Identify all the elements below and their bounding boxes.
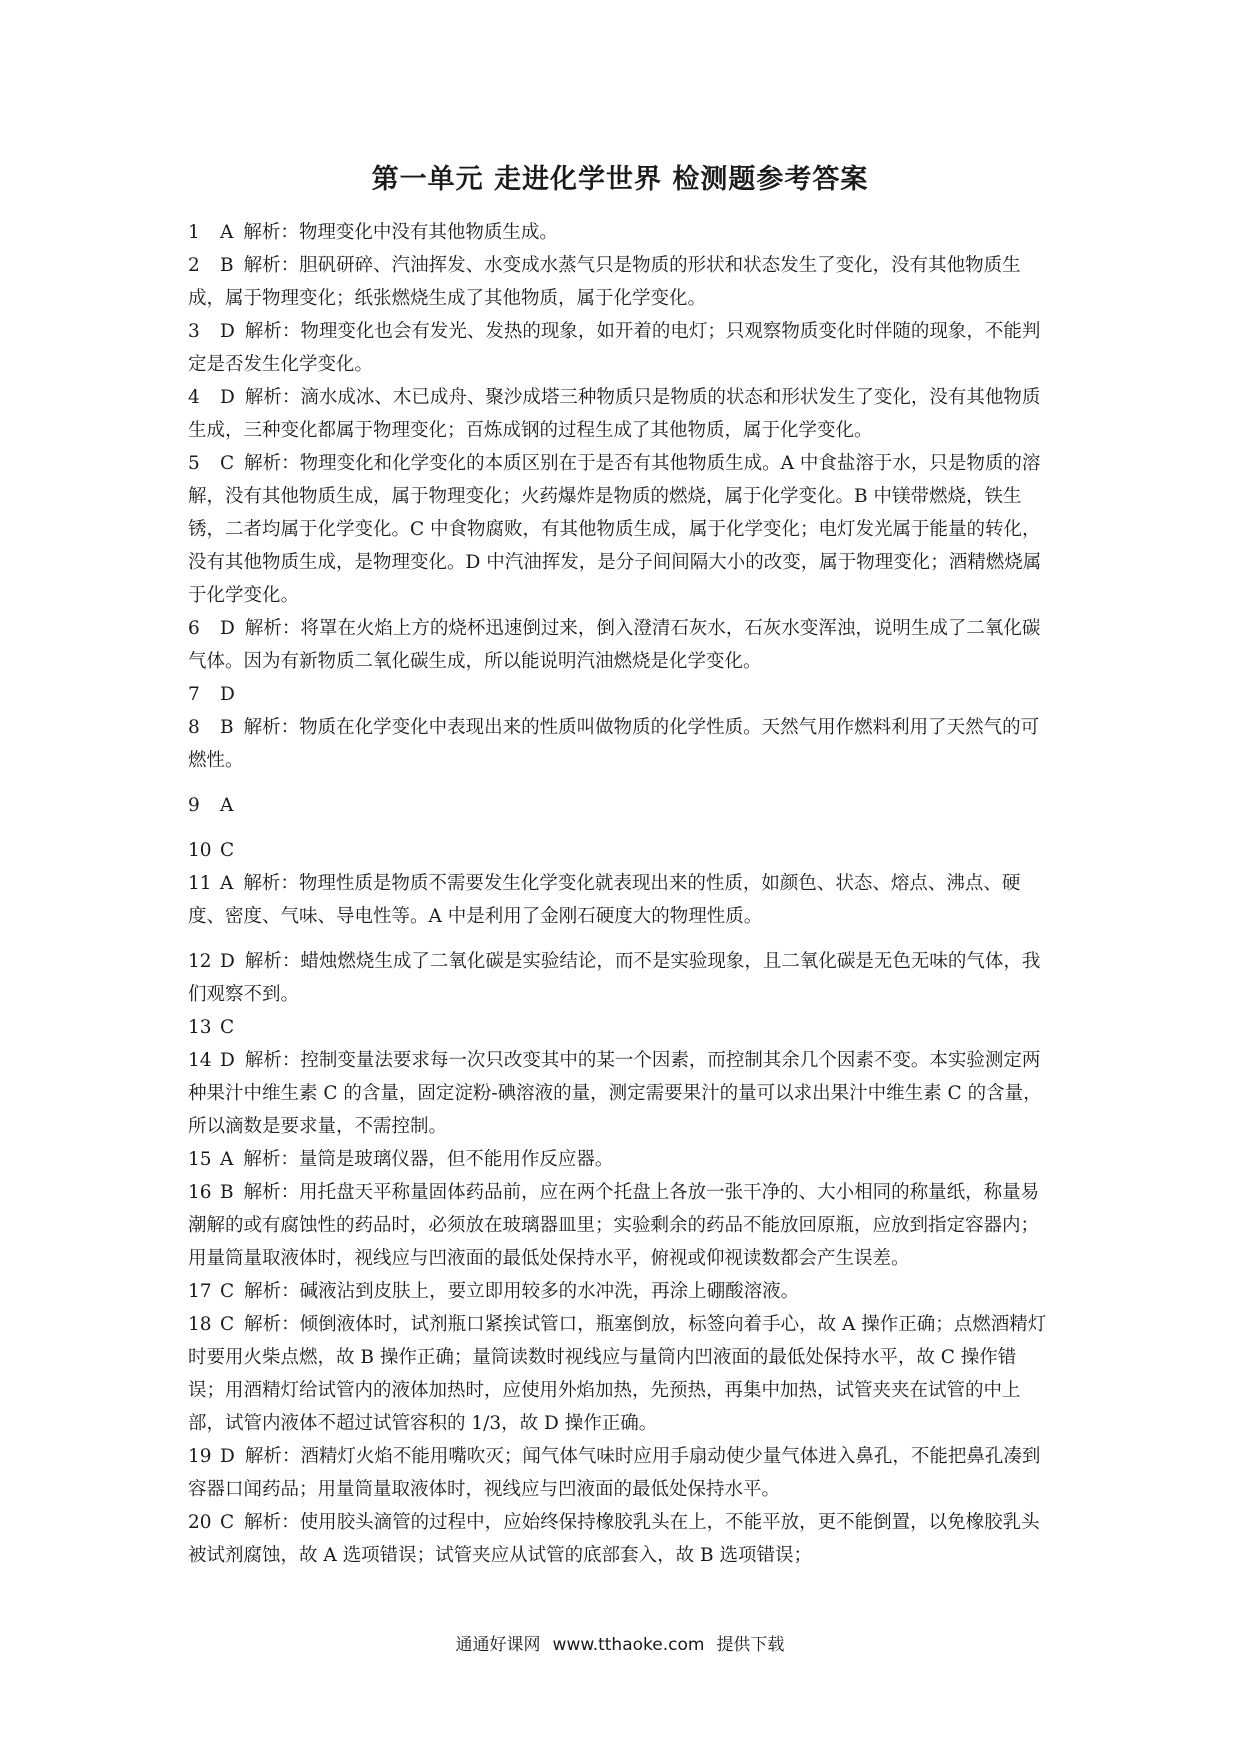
item-answer: C [220,1017,235,1038]
item-number: 5 [188,453,200,474]
item-number: 17 [188,1281,212,1302]
answer-item-13 [188,1011,1052,1044]
answer-item-3 [188,315,1052,381]
item-answer: C [220,840,235,861]
item-number: 6 [188,618,200,639]
answer-item-5 [188,447,1052,612]
answer-item-12 [188,945,1052,1011]
item-answer: D [220,618,235,639]
item-number: 1 [188,222,200,243]
answer-list [188,216,1052,1572]
item-answer: A [220,222,234,243]
item-answer: C [220,1512,235,1533]
answer-item-11 [188,867,1052,933]
item-answer: A [220,1149,234,1170]
item-answer: D [220,684,235,705]
footer-url: www.tthaoke.com [552,1635,705,1655]
item-explanation: 解析：酒精灯火焰不能用嘴吹灭；闻气体气味时应用手扇动使少量气体进入鼻孔，不能把鼻孔凑到容器口闻药品；用量筒量取液体时，视线应与凹液面的最低处保持水平。 [188,1446,1041,1500]
item-explanation: 解析：将罩在火焰上方的烧杯迅速倒过来，倒入澄清石灰水，石灰水变浑浊，说明生成了二氧化碳气体。因为有新物质二氧化碳生成，所以能说明汽油燃烧是化学变化。 [188,618,1041,672]
item-explanation: 解析：物理变化也会有发光、发热的现象，如开着的电灯；只观察物质变化时伴随的现象，不能判定是否发生化学变化。 [188,321,1041,375]
item-explanation: 解析：物质在化学变化中表现出来的性质叫做物质的化学性质。天然气用作燃料利用了天然气的可燃性。 [188,717,1040,771]
answer-item-20 [188,1506,1052,1572]
answer-item-10 [188,834,1052,867]
item-number: 10 [188,840,212,861]
item-explanation: 解析：控制变量法要求每一次只改变其中的某一个因素，而控制其余几个因素不变。本实验测定两种果汁中维生素 C 的含量，固定淀粉-碘溶液的量，测定需要果汁的量可以求出果汁中维生素 C 的含量，所以滴数是要求量，不需控制。 [188,1050,1042,1137]
item-explanation: 解析：倾倒液体时，试剂瓶口紧挨试管口，瓶塞倒放，标签向着手心，故 A 操作正确；点燃酒精灯时要用火柴点燃，故 B 操作正确；量筒读数时视线应与量筒内凹液面的最低处保持水平，故 C 操作错误；用酒精灯给试管内的液体加热时，应使用外焰加热，先预热，再集中加热，试管夹夹在试管的中上部，试管内液体不超过试管容积的 1/3，故 D 操作正确。 [188,1314,1047,1434]
item-answer: D [220,1446,235,1467]
item-explanation: 解析：使用胶头滴管的过程中，应始终保持橡胶乳头在上，不能平放，更不能倒置，以免橡胶乳头被试剂腐蚀，故 A 选项错误；试管夹应从试管的底部套入，故 B 选项错误； [188,1512,1040,1566]
item-number: 9 [188,795,200,816]
item-answer: B [220,255,234,276]
answer-item-4 [188,381,1052,447]
item-number: 20 [188,1512,212,1533]
item-explanation: 解析：碱液沾到皮肤上，要立即用较多的水冲洗，再涂上硼酸溶液。 [244,1281,800,1302]
item-number: 8 [188,717,200,738]
answer-item-8 [188,711,1052,777]
answer-item-14 [188,1044,1052,1143]
item-answer: C [220,453,235,474]
item-number: 18 [188,1314,212,1335]
footer-site-name: 通通好课网 [455,1635,541,1655]
item-number: 19 [188,1446,212,1467]
answer-item-18 [188,1308,1052,1440]
answer-item-16 [188,1176,1052,1275]
item-answer: C [220,1314,235,1335]
answer-item-9 [188,789,1052,822]
answer-item-1 [188,216,1052,249]
item-answer: A [220,795,234,816]
item-explanation: 解析：物理性质是物质不需要发生化学变化就表现出来的性质，如颜色、状态、熔点、沸点、硬度、密度、气味、导电性等。A 中是利用了金刚石硬度大的物理性质。 [188,873,1021,927]
item-number: 16 [188,1182,212,1203]
item-number: 3 [188,321,200,342]
item-explanation: 解析：物理变化中没有其他物质生成。 [243,222,558,243]
footer-suffix: 提供下载 [716,1635,785,1655]
item-answer: D [220,951,235,972]
item-explanation: 解析：胆矾研碎、汽油挥发、水变成水蒸气只是物质的形状和状态发生了变化，没有其他物质生成，属于物理变化；纸张燃烧生成了其他物质，属于化学变化。 [188,255,1021,309]
item-explanation: 解析：蜡烛燃烧生成了二氧化碳是实验结论，而不是实验现象，且二氧化碳是无色无味的气体，我们观察不到。 [188,951,1041,1005]
item-number: 15 [188,1149,212,1170]
item-number: 4 [188,387,200,408]
item-answer: D [220,321,235,342]
answer-item-7 [188,678,1052,711]
item-answer: A [220,873,234,894]
item-answer: C [220,1281,235,1302]
answer-item-6 [188,612,1052,678]
item-number: 11 [188,873,212,894]
item-explanation: 解析：滴水成冰、木已成舟、聚沙成塔三种物质只是物质的状态和形状发生了变化，没有其他物质生成，三种变化都属于物理变化；百炼成钢的过程生成了其他物质，属于化学变化。 [188,387,1041,441]
page-footer [0,1633,1240,1657]
item-answer: D [220,1050,235,1071]
item-answer: B [220,1182,234,1203]
item-number: 14 [188,1050,212,1071]
page-title: 第一单元 走进化学世界 检测题参考答案 [371,164,869,195]
answer-item-19 [188,1440,1052,1506]
item-number: 2 [188,255,200,276]
answer-item-15 [188,1143,1052,1176]
item-explanation: 解析：用托盘天平称量固体药品前，应在两个托盘上各放一张干净的、大小相同的称量纸，称量易潮解的或有腐蚀性的药品时，必须放在玻璃器皿里；实验剩余的药品不能放回原瓶，应放到指定容器内；用量筒量取液体时，视线应与凹液面的最低处保持水平，俯视或仰视读数都会产生误差。 [188,1182,1040,1269]
item-number: 12 [188,951,212,972]
item-answer: D [220,387,235,408]
item-explanation: 解析：量筒是玻璃仪器，但不能用作反应器。 [243,1149,614,1170]
answer-item-2 [188,249,1052,315]
item-number: 13 [188,1017,212,1038]
item-answer: B [220,717,234,738]
answer-item-17 [188,1275,1052,1308]
item-explanation: 解析：物理变化和化学变化的本质区别在于是否有其他物质生成。A 中食盐溶于水，只是物质的溶解，没有其他物质生成，属于物理变化；火药爆炸是物质的燃烧，属于化学变化。B 中镁带燃烧，铁生锈，二者均属于化学变化。C 中食物腐败，有其他物质生成，属于化学变化；电灯发光属于能量的转化，没有其他物质生成，是物理变化。D 中汽油挥发，是分子间间隔大小的改变，属于物理变化；酒精燃烧属于化学变化。 [188,453,1042,606]
item-number: 7 [188,684,200,705]
